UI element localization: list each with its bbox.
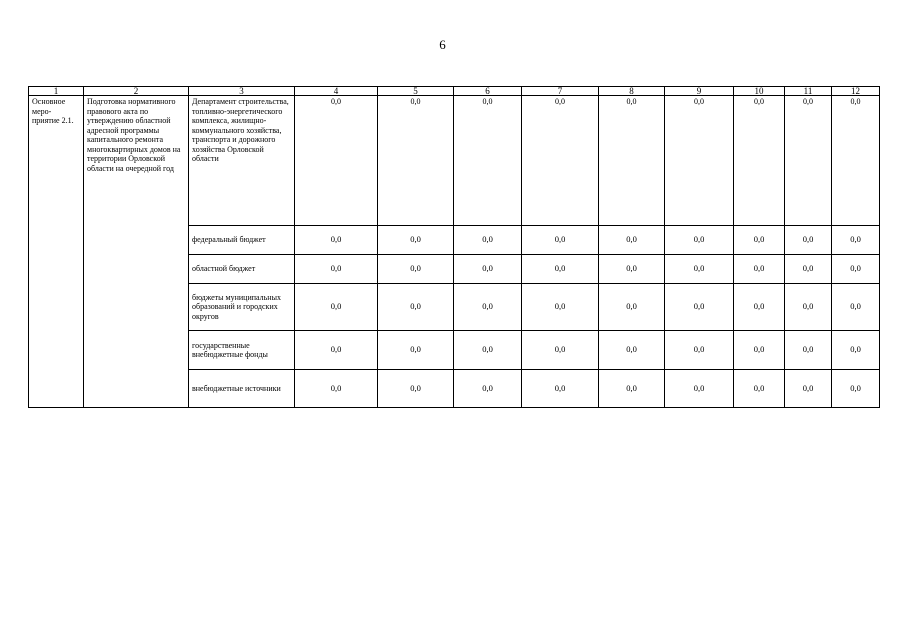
row-label: бюджеты муниципальных образований и городских округов xyxy=(189,284,295,331)
value-cell: 0,0 xyxy=(665,284,734,331)
column-header-6: 6 xyxy=(454,87,522,96)
measure-description: Подготовка нормативного правового акта по утверждению областной адресной программы капитального ремонта многоквартирных домов на территории Орловской области на очередной год xyxy=(84,96,189,408)
value-cell: 0,0 xyxy=(734,370,785,408)
column-header-12: 12 xyxy=(832,87,880,96)
value-cell: 0,0 xyxy=(599,226,665,255)
value-cell: 0,0 xyxy=(295,226,378,255)
value-cell: 0,0 xyxy=(785,96,832,226)
page-number: 6 xyxy=(439,37,446,52)
measure-code: Основное меро- приятие 2.1. xyxy=(29,96,84,408)
value-cell: 0,0 xyxy=(295,284,378,331)
value-cell: 0,0 xyxy=(454,226,522,255)
value-cell: 0,0 xyxy=(785,226,832,255)
value-cell: 0,0 xyxy=(522,226,599,255)
row-label: федеральный бюджет xyxy=(189,226,295,255)
column-header-1: 1 xyxy=(29,87,84,96)
value-cell: 0,0 xyxy=(832,331,880,370)
value-cell: 0,0 xyxy=(734,226,785,255)
value-cell: 0,0 xyxy=(832,370,880,408)
value-cell: 0,0 xyxy=(522,96,599,226)
row-label: областной бюджет xyxy=(189,255,295,284)
column-header-3: 3 xyxy=(189,87,295,96)
value-cell: 0,0 xyxy=(378,255,454,284)
row-label: Департамент строительства, топливно-энергетического комплекса, жилищно-коммунального хозяйства, транспорта и дорожного хозяйства Орловской области xyxy=(189,96,295,226)
value-cell: 0,0 xyxy=(734,331,785,370)
value-cell: 0,0 xyxy=(454,284,522,331)
value-cell: 0,0 xyxy=(665,331,734,370)
column-header-8: 8 xyxy=(599,87,665,96)
column-header-5: 5 xyxy=(378,87,454,96)
value-cell: 0,0 xyxy=(378,331,454,370)
value-cell: 0,0 xyxy=(734,284,785,331)
value-cell: 0,0 xyxy=(378,96,454,226)
value-cell: 0,0 xyxy=(599,331,665,370)
value-cell: 0,0 xyxy=(665,370,734,408)
value-cell: 0,0 xyxy=(295,96,378,226)
row-label: внебюджетные источники xyxy=(189,370,295,408)
row-label: государственные внебюджетные фонды xyxy=(189,331,295,370)
value-cell: 0,0 xyxy=(599,255,665,284)
table-row xyxy=(29,96,880,226)
value-cell: 0,0 xyxy=(832,255,880,284)
value-cell: 0,0 xyxy=(665,96,734,226)
value-cell: 0,0 xyxy=(522,255,599,284)
value-cell: 0,0 xyxy=(454,331,522,370)
value-cell: 0,0 xyxy=(665,255,734,284)
value-cell: 0,0 xyxy=(522,284,599,331)
column-header-10: 10 xyxy=(734,87,785,96)
column-header-7: 7 xyxy=(522,87,599,96)
value-cell: 0,0 xyxy=(832,96,880,226)
value-cell: 0,0 xyxy=(295,255,378,284)
value-cell: 0,0 xyxy=(522,370,599,408)
value-cell: 0,0 xyxy=(785,255,832,284)
value-cell: 0,0 xyxy=(295,331,378,370)
column-header-11: 11 xyxy=(785,87,832,96)
column-header-2: 2 xyxy=(84,87,189,96)
value-cell: 0,0 xyxy=(832,226,880,255)
value-cell: 0,0 xyxy=(599,96,665,226)
program-table xyxy=(28,86,880,408)
value-cell: 0,0 xyxy=(454,370,522,408)
value-cell: 0,0 xyxy=(295,370,378,408)
header-row xyxy=(29,87,880,96)
value-cell: 0,0 xyxy=(785,370,832,408)
column-header-4: 4 xyxy=(295,87,378,96)
value-cell: 0,0 xyxy=(832,284,880,331)
value-cell: 0,0 xyxy=(454,255,522,284)
value-cell: 0,0 xyxy=(378,226,454,255)
value-cell: 0,0 xyxy=(599,284,665,331)
value-cell: 0,0 xyxy=(785,284,832,331)
value-cell: 0,0 xyxy=(665,226,734,255)
value-cell: 0,0 xyxy=(599,370,665,408)
value-cell: 0,0 xyxy=(785,331,832,370)
value-cell: 0,0 xyxy=(522,331,599,370)
value-cell: 0,0 xyxy=(378,284,454,331)
value-cell: 0,0 xyxy=(378,370,454,408)
column-header-9: 9 xyxy=(665,87,734,96)
value-cell: 0,0 xyxy=(734,255,785,284)
value-cell: 0,0 xyxy=(734,96,785,226)
value-cell: 0,0 xyxy=(454,96,522,226)
